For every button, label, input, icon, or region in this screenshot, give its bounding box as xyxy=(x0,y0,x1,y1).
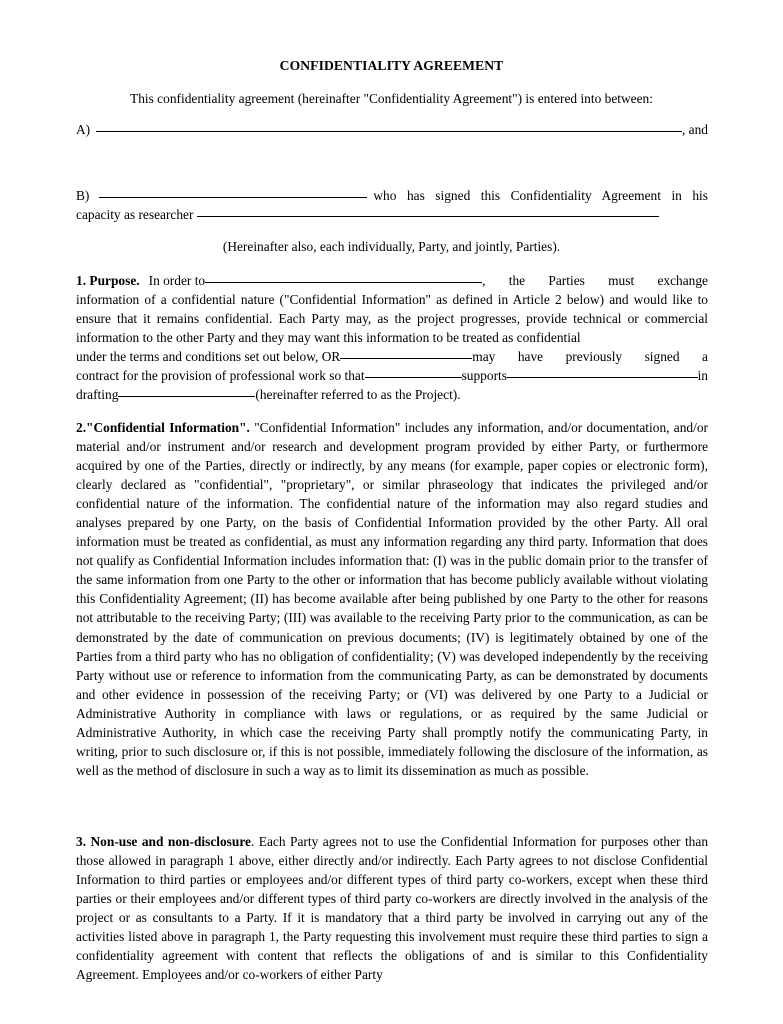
section-confidential-information xyxy=(76,418,708,780)
party-b-line xyxy=(76,188,708,204)
section-1-intro: In order to xyxy=(148,273,206,288)
section-3-body: . Each Party agrees not to use the Confidential Information for purposes other than those allowed in paragraph 1 above, either directly and/or indirectly. Each Party agrees to not disclose Confidential Information to third parties or employees and/or different types of third party co-workers, except when these third parties or their employees and/or different types of third party co-workers are directly involved in the analysis of the project or as consultants to a Party. If it is mandatory that a third party be involved in carrying out any of the activities listed above in paragraph 1, the Party requesting this involvement must require these third parties to sign a confidentiality agreement with content that reflects the obligations of and is similar to this Confidentiality Agreement. Employees and/or co-workers of either Party xyxy=(76,834,709,983)
section-1-in: in xyxy=(697,368,708,384)
purpose-blank[interactable] xyxy=(205,281,482,283)
researcher-capacity-blank[interactable] xyxy=(197,215,659,217)
party-a-label: A) xyxy=(76,122,91,137)
section-2-heading: 2."Confidential Information". xyxy=(76,420,250,435)
party-b-blank[interactable] xyxy=(99,196,367,198)
section-1-project-definition: (hereinafter referred to as the Project). xyxy=(255,387,461,403)
drafting-blank[interactable] xyxy=(118,395,255,397)
supporting-party-blank[interactable] xyxy=(365,376,462,378)
party-a-blank[interactable] xyxy=(96,130,682,132)
section-1-heading: 1. Purpose. xyxy=(76,273,140,288)
section-1-line5-start: under the terms and conditions set out below, OR xyxy=(76,349,341,365)
prior-contract-party-blank[interactable] xyxy=(340,357,472,359)
party-b-label: B) xyxy=(76,188,90,203)
section-1-drafting: drafting xyxy=(76,387,119,403)
party-b-capacity-label: capacity as researcher xyxy=(76,207,194,222)
section-1-supports: supports xyxy=(461,368,507,384)
section-1-body: information of a confidential nature ("Confidential Information" as defined in Article 2 below) and would like to ensure that it remains confidential. Each Party may, as the project progresses, provide technical or commercial information to the other Party and they may want this information to be treated as confidential xyxy=(76,292,708,346)
document-title: CONFIDENTIALITY AGREEMENT xyxy=(279,58,504,73)
section-non-use xyxy=(76,832,708,984)
section-3-heading: 3. Non-use and non-disclosure xyxy=(76,834,251,849)
supported-party-blank[interactable] xyxy=(507,376,698,378)
party-a-line xyxy=(76,122,708,138)
section-1-line1-end: , the Parties must exchange xyxy=(482,273,708,288)
section-1-line6-start: contract for the provision of professional work so that xyxy=(76,368,365,384)
intro-text: This confidentiality agreement (hereinafter "Confidentiality Agreement") is entered into between: xyxy=(130,91,653,106)
section-purpose xyxy=(76,271,708,404)
party-b-capacity-line xyxy=(76,207,708,223)
party-b-text: who has signed this Confidentiality Agreement in his xyxy=(373,188,708,203)
section-2-body: "Confidential Information" includes any information, and/or documentation, and/or material and/or instrument and/or research and development program provided by either Party, or furthermore acquired by one of the Parties, directly or indirectly, by any means (for example, paper copies or electronic form), clearly declared as "confidential", "proprietary", or similar phraseology that indicates the privileged and/or confidential nature of the information. The confidential nature of the information may also regard studies and analyses prepared by one Party, on the basis of Confidential Information provided by the other Party. All oral information must be treated as confidential, as must any information regarding any third party. Information that does not qualify as Confidential Information includes information that: (I) was in the public domain prior to the transfer of the same information from one Party to the other or information that has become publicly available without violating this Confidentiality Agreement; (II) has become available after being published by one Party to the other for reasons not attributable to the receiving Party; (III) was available to the receiving Party prior to the communication, as can be demonstrated by the date of communication on previous documents; (IV) is legitimately obtained by one of the Parties from a third party who has no obligation of confidentiality; (V) was developed independently by the receiving Party without use or reference to information from the communicating Party, as can be demonstrated by documents and other evidence in possession of the receiving Party; or (VI) was delivered by one Party to a Judicial or Administrative Authority in compliance with laws or regulations, or as required by the same Judicial or Administrative Authority, in which case the receiving Party shall promptly notify the communicating Party, in writing, prior to such disclosure or, if this is not possible, immediately following the disclosure of the information, as well as the method of disclosure in such a way as to limit its dissemination as much as possible. xyxy=(76,420,708,778)
party-a-suffix: , and xyxy=(681,122,708,137)
parties-definition: (Hereinafter also, each individually, Party, and jointly, Parties). xyxy=(222,239,561,254)
section-1-line5-end: may have previously signed a xyxy=(472,349,708,365)
